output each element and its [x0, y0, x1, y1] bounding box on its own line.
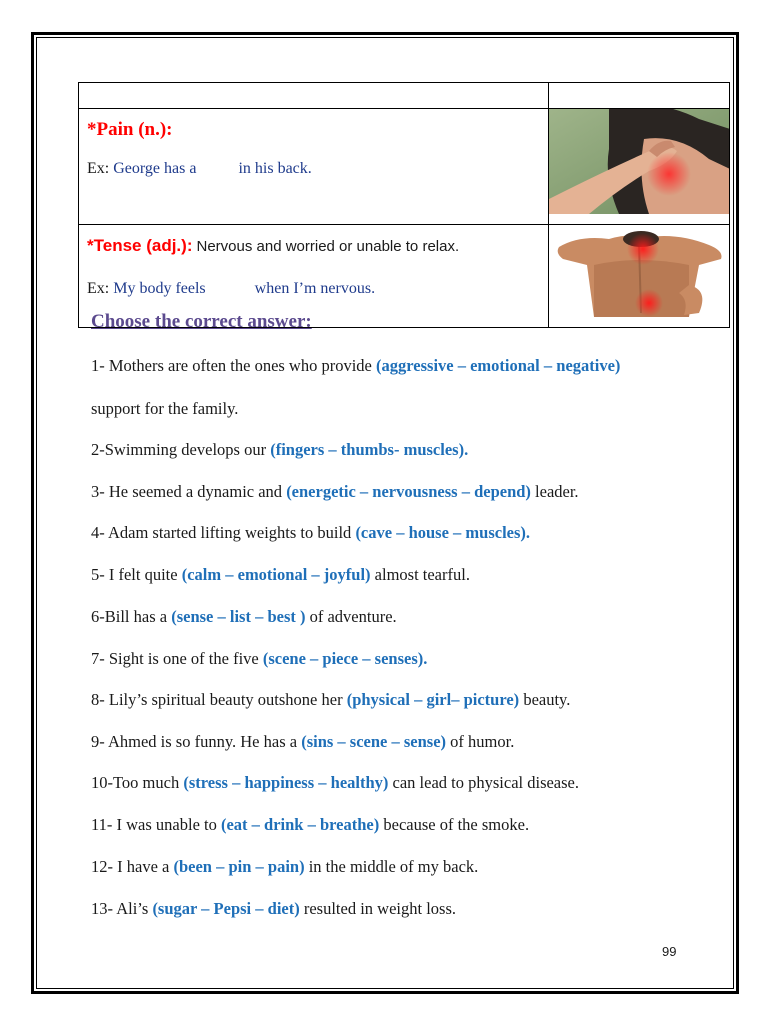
example-text-part1: George has a [113, 160, 197, 177]
answer-options: (physical – girl– picture) [346, 690, 520, 709]
question-text: resulted in weight loss. [299, 899, 456, 918]
question-text: in the middle of my back. [304, 857, 479, 876]
neck-pain-icon [549, 109, 730, 214]
question-text: 6-Bill has a [91, 607, 172, 626]
question-text: 2-Swimming develops our [91, 440, 271, 459]
vocab-term-line [87, 235, 548, 257]
question-text: because of the smoke. [379, 815, 530, 834]
answer-options: (been – pin – pain) [173, 857, 305, 876]
empty-cell [79, 83, 549, 109]
answer-options: (sense – list – best ) [171, 607, 306, 626]
answer-options: (fingers – thumbs- muscles). [270, 440, 469, 459]
vocabulary-table [78, 82, 730, 328]
question-line [91, 649, 427, 669]
question-text: 1- Mothers are often the ones who provide [91, 356, 377, 375]
question-line [91, 690, 570, 710]
question-line [91, 857, 478, 877]
vocab-example-pain [87, 159, 548, 179]
question-text: 10-Too much [91, 773, 184, 792]
answer-options: (scene – piece – senses). [262, 649, 428, 668]
example-text-part1: My body feels [113, 280, 206, 297]
answer-options: (cave – house – muscles). [355, 523, 531, 542]
question-text: can lead to physical disease. [388, 773, 580, 792]
question-text: 9- Ahmed is so funny. He has a [91, 732, 302, 751]
example-text-part2: in his back. [238, 160, 312, 177]
answer-options: (aggressive – emotional – negative) [376, 356, 621, 375]
question-line [91, 523, 530, 543]
vocab-term-pain: *Pain (n.): [87, 119, 173, 140]
page-number: 99 [662, 944, 677, 959]
question-text: of adventure. [305, 607, 397, 626]
question-text: beauty. [519, 690, 571, 709]
question-text: 4- Adam started lifting weights to build [91, 523, 356, 542]
question-text: 11- I was unable to [91, 815, 221, 834]
empty-cell [548, 83, 729, 109]
question-line [91, 440, 468, 460]
vocab-term-tense: *Tense (adj.): [87, 236, 193, 255]
answer-options: (calm – emotional – joyful) [181, 565, 371, 584]
question-line [91, 732, 514, 752]
example-label: Ex: [87, 160, 110, 177]
question-text: of humor. [446, 732, 515, 751]
answer-options: (stress – happiness – healthy) [183, 773, 389, 792]
question-line [91, 607, 397, 627]
vocab-row-pain [79, 109, 730, 225]
answer-options: (eat – drink – breathe) [220, 815, 380, 834]
question-line [91, 773, 579, 793]
question-line [91, 482, 579, 502]
question-line [91, 356, 620, 376]
vocab-definition-tense: Nervous and worried or unable to relax. [196, 238, 460, 255]
question-line [91, 565, 470, 585]
question-text: leader. [530, 482, 579, 501]
answer-options: (energetic – nervousness – depend) [286, 482, 531, 501]
question-text: 13- Ali’s [91, 899, 153, 918]
question-text: 7- Sight is one of the five [91, 649, 263, 668]
answer-options: (sugar – Pepsi – diet) [152, 899, 300, 918]
vocab-example-tense [87, 279, 548, 299]
answer-options: (sins – scene – sense) [301, 732, 447, 751]
question-line [91, 399, 238, 419]
neck-pain-photo [548, 109, 729, 225]
example-text-part2: when I’m nervous. [254, 280, 376, 297]
question-text: 5- I felt quite [91, 565, 182, 584]
vocab-text-cell [79, 109, 549, 225]
question-text: almost tearful. [370, 565, 470, 584]
exercise-heading: Choose the correct answer: [91, 311, 312, 332]
question-text: 3- He seemed a dynamic and [91, 482, 287, 501]
example-label: Ex: [87, 280, 110, 297]
question-line [91, 815, 529, 835]
back-pain-photo [548, 225, 729, 328]
question-text: support for the family. [91, 399, 239, 418]
question-line [91, 899, 456, 919]
back-pain-icon [549, 225, 730, 317]
question-text: 8- Lily’s spiritual beauty outshone her [91, 690, 347, 709]
question-text: 12- I have a [91, 857, 174, 876]
table-header-row [79, 83, 730, 109]
